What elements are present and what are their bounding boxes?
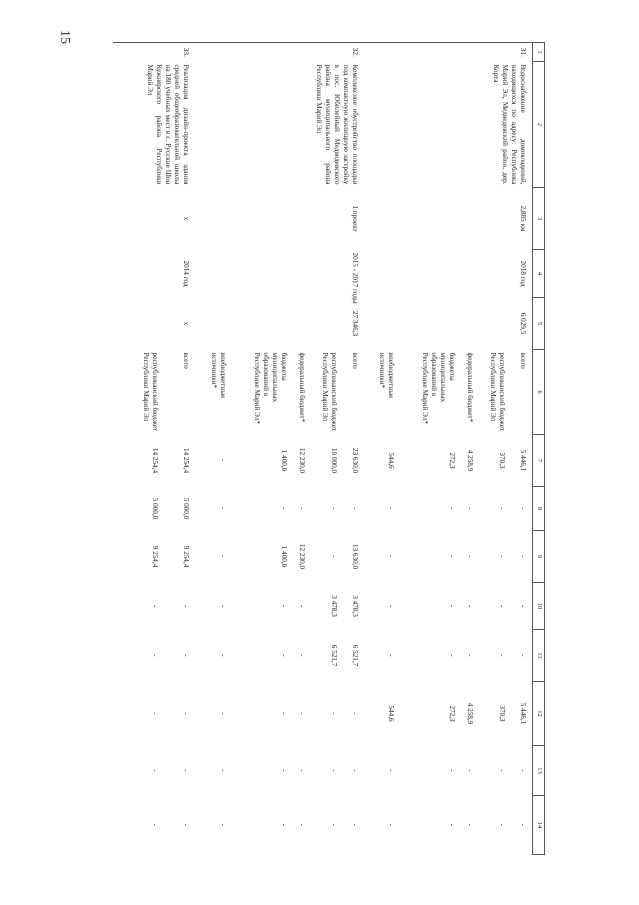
amount-cell: 272,3 <box>448 452 457 469</box>
column-number: 9 <box>533 531 545 583</box>
amount-cell: 5 000,0 <box>182 497 191 520</box>
amount-cell: 14 254,4 <box>151 447 160 474</box>
amount-cell: - <box>448 769 457 772</box>
amount-cell: - <box>280 654 289 657</box>
column-number: 5 <box>533 298 545 350</box>
amount-cell: - <box>519 555 527 558</box>
table-body <box>113 43 533 855</box>
amount-cell: - <box>330 823 339 827</box>
amount-cell: 544,6 <box>386 452 395 469</box>
amount-cell: - <box>218 555 227 558</box>
funding-source: федеральный бюджет* <box>298 352 307 423</box>
amount-cell: - <box>280 769 289 772</box>
amount-cell: - <box>182 769 191 772</box>
funding-source: федеральный бюджет* <box>466 352 475 423</box>
amount-cell: - <box>448 654 457 657</box>
amount-cell: - <box>151 654 160 657</box>
amount-cell: - <box>498 507 507 510</box>
funding-source: бюджеты муниципальных образований в Республике Марий Эл* <box>253 352 289 425</box>
funding-source: внебюджетные источники* <box>209 352 227 399</box>
amount-cell: - <box>182 604 191 608</box>
amount-cell: - <box>448 823 457 827</box>
amount-cell: - <box>330 507 339 510</box>
column-number: 11 <box>533 630 545 682</box>
amount-cell: - <box>448 555 457 558</box>
amount-cell: 272,3 <box>448 705 457 722</box>
item-number: 33. <box>113 43 196 62</box>
amount-cell: - <box>498 604 507 608</box>
project-row <box>507 43 532 855</box>
column-number: 4 <box>533 250 545 298</box>
amount-cell: - <box>466 769 475 772</box>
item-number: 31. <box>364 43 533 62</box>
amount-cell: - <box>218 459 227 462</box>
amount-cell: - <box>519 604 527 608</box>
total-cost: х <box>182 321 191 326</box>
project-row <box>160 43 195 855</box>
item-number: 32. <box>196 43 364 62</box>
amount-cell: - <box>466 823 475 827</box>
amount-cell: - <box>182 823 191 827</box>
amount-cell: 14 254,4 <box>182 447 191 474</box>
funding-source: республиканский бюджет Республики Марий Эл <box>321 352 339 432</box>
column-number: 12 <box>533 682 545 746</box>
amount-cell: 370,3 <box>498 705 507 722</box>
amount-cell: - <box>151 712 160 715</box>
amount-cell: - <box>280 507 289 510</box>
funding-source: республиканский бюджет Республики Марий Эл <box>489 352 507 432</box>
column-number: 3 <box>533 188 545 250</box>
amount-cell: - <box>330 555 339 558</box>
amount-cell: 1 400,0 <box>280 545 289 568</box>
amount-cell: 10 000,0 <box>330 447 339 474</box>
column-number: 10 <box>533 583 545 630</box>
amount-cell: - <box>466 555 475 558</box>
amount-cell: 370,3 <box>498 452 507 469</box>
amount-cell: - <box>466 654 475 657</box>
total-cost: 6 029,5 <box>519 312 527 335</box>
amount-cell: 3 478,3 <box>330 595 339 617</box>
amount-cell: - <box>448 507 457 510</box>
amount-cell: 5 446,1 <box>519 702 527 725</box>
amount-cell: - <box>151 604 160 608</box>
column-number: 7 <box>533 435 545 487</box>
amount-cell: - <box>218 712 227 715</box>
amount-cell: - <box>519 823 527 827</box>
amount-cell: - <box>350 769 359 772</box>
column-number-header <box>533 43 545 855</box>
rotated-table-container <box>113 42 545 854</box>
amount-cell: 544,6 <box>386 705 395 722</box>
amount-cell: - <box>519 654 527 657</box>
column-number: 8 <box>533 487 545 531</box>
amount-cell: - <box>298 769 307 772</box>
amount-cell: - <box>218 769 227 772</box>
amount-cell: - <box>280 823 289 827</box>
amount-cell: - <box>330 712 339 715</box>
amount-cell: - <box>498 823 507 827</box>
funding-source: республиканский бюджет Республики Марий Эл <box>142 352 160 432</box>
amount-cell: - <box>298 654 307 657</box>
amount-cell: - <box>466 604 475 608</box>
project-name: Реализация дизайн-проекта здания средней общеобразовательной школы на 180 учебных мест в с. Русские Шои Кужнерского района Республики Марий Эл <box>146 64 191 185</box>
funding-source: бюджеты муниципальных образований в Республике Марий Эл* <box>421 352 457 425</box>
amount-cell: - <box>298 823 307 827</box>
amount-cell: - <box>386 769 395 772</box>
amount-cell: - <box>350 823 359 827</box>
funding-source: всего <box>519 352 527 369</box>
budget-table <box>113 42 545 855</box>
amount-cell: - <box>218 654 227 657</box>
implementation-period: 2018 год <box>519 260 527 287</box>
amount-cell: 9 254,4 <box>151 545 160 568</box>
amount-cell: - <box>498 654 507 657</box>
amount-cell: 3 478,3 <box>350 595 359 617</box>
project-name: Водоснабжение домовладений, находящихся по адресу: Республика Марий Эл, Медведевский район, дер. Корта <box>492 64 527 185</box>
amount-cell: 12 230,0 <box>298 543 307 570</box>
total-cost: 27 346,3 <box>350 310 359 337</box>
amount-cell: 6 521,7 <box>330 644 339 667</box>
amount-cell: 12 230,0 <box>298 447 307 474</box>
funding-source: всего <box>182 352 191 369</box>
amount-cell: - <box>350 507 359 510</box>
amount-cell: - <box>519 507 527 510</box>
amount-cell: - <box>386 604 395 608</box>
amount-cell: 5 446,1 <box>519 449 527 472</box>
project-name: Комплексное обустройство площадки под компактную жилищную застройку в пос. Юбилейный Медведевского района муниципального района Республики Марий Эл <box>314 64 359 185</box>
amount-cell: - <box>386 823 395 827</box>
quantity: 1 проект <box>350 205 359 232</box>
amount-cell: - <box>519 769 527 772</box>
amount-cell: 1 400,0 <box>280 449 289 472</box>
amount-cell: 23 630,0 <box>350 447 359 474</box>
amount-cell: 4 258,9 <box>466 449 475 472</box>
amount-cell: 5 000,0 <box>151 497 160 520</box>
amount-cell: 13 630,0 <box>350 543 359 570</box>
quantity: 2,885 км <box>519 205 527 232</box>
funding-source: всего <box>350 352 359 369</box>
implementation-period: 2014 год <box>182 260 191 287</box>
amount-cell: 6 521,7 <box>350 644 359 667</box>
amount-cell: - <box>280 712 289 715</box>
column-number: 14 <box>533 796 545 855</box>
amount-cell: - <box>498 769 507 772</box>
amount-cell: - <box>151 769 160 772</box>
amount-cell: 9 254,4 <box>182 545 191 568</box>
project-row <box>339 43 363 855</box>
column-number: 6 <box>533 350 545 435</box>
amount-cell: - <box>330 769 339 772</box>
amount-cell: - <box>298 507 307 510</box>
amount-cell: - <box>151 823 160 827</box>
column-number: 13 <box>533 746 545 796</box>
amount-cell: 4 258,9 <box>466 702 475 725</box>
implementation-period: 2015 - 2017 годы <box>350 252 359 304</box>
amount-cell: - <box>386 507 395 510</box>
amount-cell: - <box>448 604 457 608</box>
column-number: 1 <box>533 43 545 62</box>
amount-cell: - <box>298 604 307 608</box>
amount-cell: - <box>386 555 395 558</box>
amount-cell: - <box>182 654 191 657</box>
quantity: х <box>182 216 191 221</box>
amount-cell: - <box>218 604 227 608</box>
amount-cell: - <box>466 507 475 510</box>
amount-cell: - <box>280 604 289 608</box>
amount-cell: - <box>218 823 227 827</box>
page-number: 15 <box>57 30 72 44</box>
funding-source: внебюджетные источники* <box>377 352 395 399</box>
amount-cell: - <box>218 507 227 510</box>
amount-cell: - <box>182 712 191 715</box>
amount-cell: - <box>498 555 507 558</box>
amount-cell: - <box>298 712 307 715</box>
amount-cell: - <box>350 712 359 715</box>
column-number: 2 <box>533 62 545 188</box>
amount-cell: - <box>386 654 395 657</box>
